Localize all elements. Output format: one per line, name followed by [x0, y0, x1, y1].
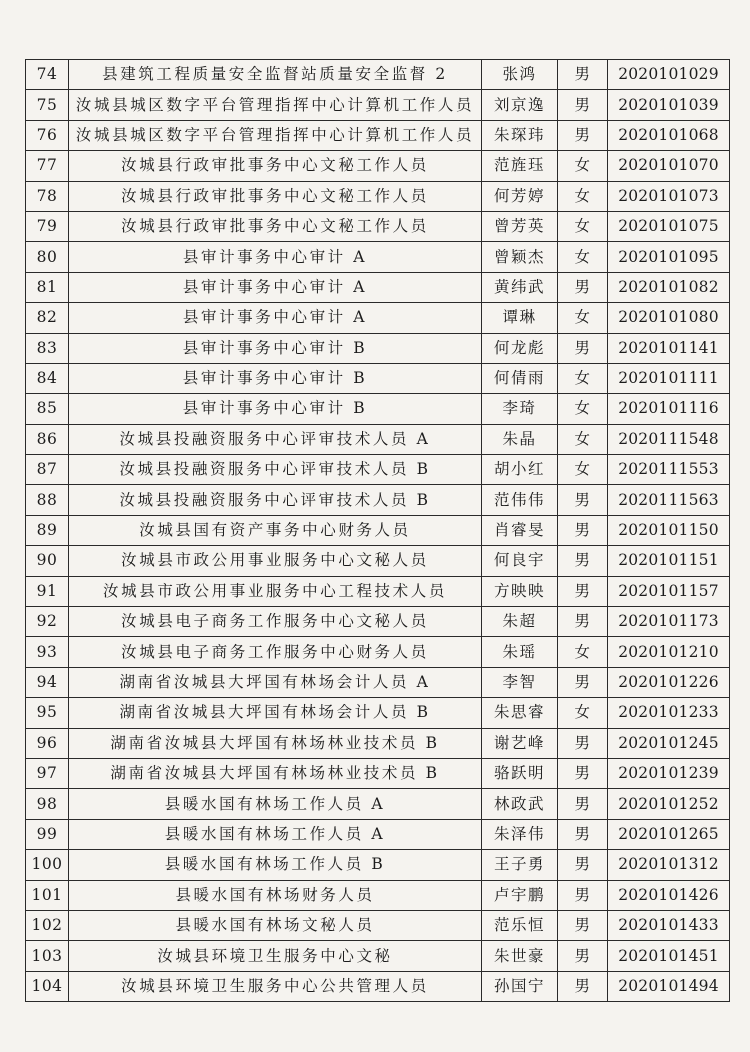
- ticket-number-cell: 2020101082: [608, 272, 730, 302]
- name-cell: 黄纬武: [482, 272, 558, 302]
- table-row: [26, 546, 730, 576]
- gender-cell: 女: [558, 637, 608, 667]
- position-cell: 湖南省汝城县大坪国有林场会计人员 B: [69, 698, 482, 728]
- table-row: [26, 181, 730, 211]
- ticket-number-cell: 2020111563: [608, 485, 730, 515]
- table-row: [26, 576, 730, 606]
- name-cell: 张鸿: [482, 60, 558, 90]
- candidate-table-body: [26, 60, 730, 1002]
- table-row: [26, 455, 730, 485]
- row-number: 87: [26, 455, 69, 485]
- row-number: 79: [26, 211, 69, 241]
- gender-cell: 男: [558, 758, 608, 788]
- position-cell: 县暖水国有林场工作人员 B: [69, 850, 482, 880]
- table-row: [26, 90, 730, 120]
- position-cell: 汝城县电子商务工作服务中心文秘人员: [69, 607, 482, 637]
- ticket-number-cell: 2020111548: [608, 424, 730, 454]
- row-number: 102: [26, 910, 69, 940]
- name-cell: 曾颖杰: [482, 242, 558, 272]
- ticket-number-cell: 2020101151: [608, 546, 730, 576]
- ticket-number-cell: 2020101070: [608, 151, 730, 181]
- ticket-number-cell: 2020101073: [608, 181, 730, 211]
- ticket-number-cell: 2020101239: [608, 758, 730, 788]
- row-number: 96: [26, 728, 69, 758]
- ticket-number-cell: 2020101426: [608, 880, 730, 910]
- gender-cell: 男: [558, 819, 608, 849]
- table-row: [26, 758, 730, 788]
- row-number: 85: [26, 394, 69, 424]
- gender-cell: 男: [558, 485, 608, 515]
- row-number: 81: [26, 272, 69, 302]
- gender-cell: 男: [558, 910, 608, 940]
- position-cell: 县暖水国有林场文秘人员: [69, 910, 482, 940]
- name-cell: 何倩雨: [482, 363, 558, 393]
- row-number: 78: [26, 181, 69, 211]
- gender-cell: 男: [558, 971, 608, 1001]
- name-cell: 骆跃明: [482, 758, 558, 788]
- table-row: [26, 60, 730, 90]
- ticket-number-cell: 2020101451: [608, 941, 730, 971]
- name-cell: 朱琛玮: [482, 120, 558, 150]
- ticket-number-cell: 2020101173: [608, 607, 730, 637]
- row-number: 89: [26, 515, 69, 545]
- name-cell: 朱超: [482, 607, 558, 637]
- row-number: 82: [26, 303, 69, 333]
- name-cell: 何芳婷: [482, 181, 558, 211]
- row-number: 97: [26, 758, 69, 788]
- position-cell: 汝城县国有资产事务中心财务人员: [69, 515, 482, 545]
- ticket-number-cell: 2020101226: [608, 667, 730, 697]
- table-row: [26, 637, 730, 667]
- position-cell: 汝城县投融资服务中心评审技术人员 B: [69, 455, 482, 485]
- ticket-number-cell: 2020101068: [608, 120, 730, 150]
- position-cell: 汝城县市政公用事业服务中心工程技术人员: [69, 576, 482, 606]
- name-cell: 范伟伟: [482, 485, 558, 515]
- position-cell: 湖南省汝城县大坪国有林场林业技术员 B: [69, 728, 482, 758]
- table-row: [26, 910, 730, 940]
- position-cell: 县暖水国有林场工作人员 A: [69, 819, 482, 849]
- position-cell: 汝城县市政公用事业服务中心文秘人员: [69, 546, 482, 576]
- name-cell: 刘京逸: [482, 90, 558, 120]
- ticket-number-cell: 2020101265: [608, 819, 730, 849]
- table-row: [26, 211, 730, 241]
- ticket-number-cell: 2020101252: [608, 789, 730, 819]
- table-row: [26, 819, 730, 849]
- ticket-number-cell: 2020101157: [608, 576, 730, 606]
- gender-cell: 男: [558, 850, 608, 880]
- row-number: 76: [26, 120, 69, 150]
- row-number: 86: [26, 424, 69, 454]
- table-row: [26, 151, 730, 181]
- name-cell: 孙国宁: [482, 971, 558, 1001]
- row-number: 75: [26, 90, 69, 120]
- position-cell: 汝城县城区数字平台管理指挥中心计算机工作人员: [69, 120, 482, 150]
- name-cell: 朱泽伟: [482, 819, 558, 849]
- table-row: [26, 394, 730, 424]
- table-row: [26, 303, 730, 333]
- row-number: 83: [26, 333, 69, 363]
- row-number: 98: [26, 789, 69, 819]
- row-number: 91: [26, 576, 69, 606]
- row-number: 101: [26, 880, 69, 910]
- ticket-number-cell: 2020101150: [608, 515, 730, 545]
- position-cell: 汝城县城区数字平台管理指挥中心计算机工作人员: [69, 90, 482, 120]
- name-cell: 李琦: [482, 394, 558, 424]
- gender-cell: 男: [558, 60, 608, 90]
- gender-cell: 男: [558, 576, 608, 606]
- position-cell: 县暖水国有林场财务人员: [69, 880, 482, 910]
- table-row: [26, 789, 730, 819]
- row-number: 80: [26, 242, 69, 272]
- ticket-number-cell: 2020101141: [608, 333, 730, 363]
- name-cell: 朱瑶: [482, 637, 558, 667]
- gender-cell: 男: [558, 607, 608, 637]
- table-row: [26, 363, 730, 393]
- table-row: [26, 728, 730, 758]
- name-cell: 卢宇鹏: [482, 880, 558, 910]
- ticket-number-cell: 2020101029: [608, 60, 730, 90]
- position-cell: 县审计事务中心审计 B: [69, 394, 482, 424]
- name-cell: 方映映: [482, 576, 558, 606]
- name-cell: 林政武: [482, 789, 558, 819]
- gender-cell: 男: [558, 789, 608, 819]
- name-cell: 何良宇: [482, 546, 558, 576]
- gender-cell: 女: [558, 424, 608, 454]
- ticket-number-cell: 2020101233: [608, 698, 730, 728]
- name-cell: 范旌珏: [482, 151, 558, 181]
- position-cell: 县建筑工程质量安全监督站质量安全监督 2: [69, 60, 482, 90]
- name-cell: 胡小红: [482, 455, 558, 485]
- gender-cell: 男: [558, 272, 608, 302]
- gender-cell: 男: [558, 333, 608, 363]
- table-row: [26, 515, 730, 545]
- position-cell: 县审计事务中心审计 A: [69, 303, 482, 333]
- table-row: [26, 667, 730, 697]
- table-row: [26, 242, 730, 272]
- candidate-table: [25, 59, 730, 1002]
- name-cell: 谭琳: [482, 303, 558, 333]
- gender-cell: 女: [558, 303, 608, 333]
- table-row: [26, 941, 730, 971]
- gender-cell: 女: [558, 181, 608, 211]
- ticket-number-cell: 2020101312: [608, 850, 730, 880]
- name-cell: 朱晶: [482, 424, 558, 454]
- row-number: 77: [26, 151, 69, 181]
- position-cell: 汝城县投融资服务中心评审技术人员 B: [69, 485, 482, 515]
- position-cell: 汝城县行政审批事务中心文秘工作人员: [69, 181, 482, 211]
- gender-cell: 男: [558, 546, 608, 576]
- row-number: 94: [26, 667, 69, 697]
- ticket-number-cell: 2020101210: [608, 637, 730, 667]
- table-row: [26, 607, 730, 637]
- table-row: [26, 850, 730, 880]
- ticket-number-cell: 2020101494: [608, 971, 730, 1001]
- gender-cell: 女: [558, 394, 608, 424]
- row-number: 99: [26, 819, 69, 849]
- gender-cell: 男: [558, 120, 608, 150]
- row-number: 104: [26, 971, 69, 1001]
- position-cell: 县审计事务中心审计 B: [69, 333, 482, 363]
- gender-cell: 女: [558, 698, 608, 728]
- ticket-number-cell: 2020101039: [608, 90, 730, 120]
- gender-cell: 男: [558, 667, 608, 697]
- gender-cell: 男: [558, 90, 608, 120]
- gender-cell: 男: [558, 941, 608, 971]
- row-number: 90: [26, 546, 69, 576]
- gender-cell: 女: [558, 151, 608, 181]
- ticket-number-cell: 2020111553: [608, 455, 730, 485]
- position-cell: 县审计事务中心审计 A: [69, 272, 482, 302]
- ticket-number-cell: 2020101080: [608, 303, 730, 333]
- position-cell: 汝城县投融资服务中心评审技术人员 A: [69, 424, 482, 454]
- position-cell: 汝城县环境卫生服务中心公共管理人员: [69, 971, 482, 1001]
- position-cell: 湖南省汝城县大坪国有林场会计人员 A: [69, 667, 482, 697]
- name-cell: 李智: [482, 667, 558, 697]
- row-number: 95: [26, 698, 69, 728]
- row-number: 74: [26, 60, 69, 90]
- ticket-number-cell: 2020101245: [608, 728, 730, 758]
- gender-cell: 女: [558, 455, 608, 485]
- position-cell: 湖南省汝城县大坪国有林场林业技术员 B: [69, 758, 482, 788]
- gender-cell: 女: [558, 242, 608, 272]
- table-row: [26, 485, 730, 515]
- row-number: 92: [26, 607, 69, 637]
- position-cell: 县审计事务中心审计 B: [69, 363, 482, 393]
- row-number: 103: [26, 941, 69, 971]
- name-cell: 何龙彪: [482, 333, 558, 363]
- position-cell: 汝城县环境卫生服务中心文秘: [69, 941, 482, 971]
- position-cell: 汝城县行政审批事务中心文秘工作人员: [69, 151, 482, 181]
- table-row: [26, 272, 730, 302]
- table-row: [26, 120, 730, 150]
- table-row: [26, 698, 730, 728]
- position-cell: 汝城县行政审批事务中心文秘工作人员: [69, 211, 482, 241]
- ticket-number-cell: 2020101075: [608, 211, 730, 241]
- table-row: [26, 333, 730, 363]
- table-row: [26, 880, 730, 910]
- position-cell: 县暖水国有林场工作人员 A: [69, 789, 482, 819]
- row-number: 88: [26, 485, 69, 515]
- ticket-number-cell: 2020101111: [608, 363, 730, 393]
- gender-cell: 女: [558, 211, 608, 241]
- ticket-number-cell: 2020101116: [608, 394, 730, 424]
- name-cell: 朱思睿: [482, 698, 558, 728]
- name-cell: 朱世豪: [482, 941, 558, 971]
- gender-cell: 女: [558, 363, 608, 393]
- position-cell: 汝城县电子商务工作服务中心财务人员: [69, 637, 482, 667]
- row-number: 100: [26, 850, 69, 880]
- name-cell: 王子勇: [482, 850, 558, 880]
- row-number: 93: [26, 637, 69, 667]
- name-cell: 曾芳英: [482, 211, 558, 241]
- table-row: [26, 424, 730, 454]
- ticket-number-cell: 2020101433: [608, 910, 730, 940]
- row-number: 84: [26, 363, 69, 393]
- gender-cell: 男: [558, 880, 608, 910]
- name-cell: 范乐恒: [482, 910, 558, 940]
- name-cell: 肖睿旻: [482, 515, 558, 545]
- ticket-number-cell: 2020101095: [608, 242, 730, 272]
- table-row: [26, 971, 730, 1001]
- gender-cell: 男: [558, 515, 608, 545]
- name-cell: 谢艺峰: [482, 728, 558, 758]
- gender-cell: 男: [558, 728, 608, 758]
- position-cell: 县审计事务中心审计 A: [69, 242, 482, 272]
